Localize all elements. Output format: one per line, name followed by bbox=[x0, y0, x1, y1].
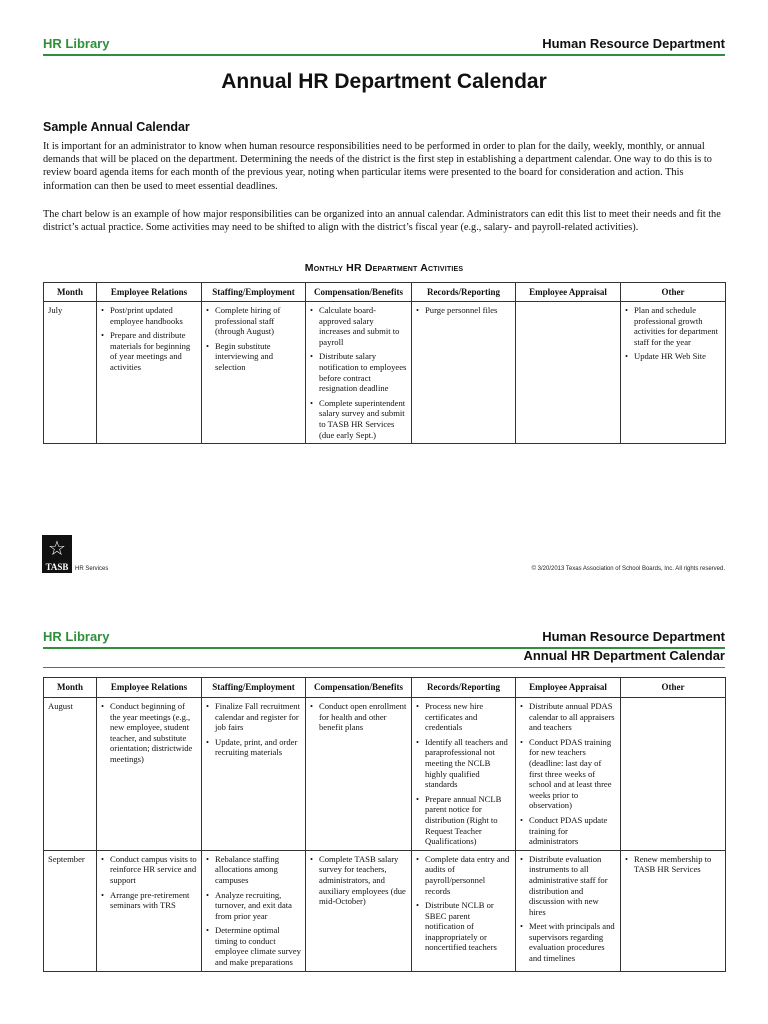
activity-cell bbox=[516, 850, 621, 971]
table-row bbox=[44, 850, 726, 971]
list-item: • Conduct open enrollment for health and other benefit plans bbox=[310, 701, 407, 733]
page2-subtitle: Annual HR Department Calendar bbox=[523, 648, 725, 663]
activity-cell bbox=[306, 698, 412, 851]
list-item: • Distribute salary notification to employees before contract resignation deadline bbox=[310, 351, 407, 393]
activity-cell bbox=[306, 850, 412, 971]
hr-library-label: HR Library bbox=[43, 629, 110, 644]
list-item: • Calculate board-approved salary increases and submit to payroll bbox=[310, 305, 407, 347]
activity-cell bbox=[202, 302, 306, 444]
column-header: Other bbox=[621, 283, 726, 302]
list-item: • Update HR Web Site bbox=[625, 351, 721, 362]
intro-paragraph: It is important for an administrator to know when human resource responsibilities need to be performed in order to plan for the daily, weekly, monthly, or annual demands that will be placed on the department. Determining the needs of the district is the first step in establishing a department calendar. One way to do this is to review board agenda items for each month of the previous year, noting when particular items were presented to the board for consideration and action. This information can then be used to meet essential deadlines. bbox=[43, 141, 712, 192]
activity-list bbox=[101, 854, 197, 911]
page-title: Annual HR Department Calendar bbox=[221, 70, 547, 93]
column-header: Month bbox=[44, 283, 97, 302]
chart-title: Monthly HR Department Activities bbox=[304, 262, 464, 274]
list-item: • Arrange pre-retirement seminars with TRS bbox=[101, 890, 197, 911]
list-item: • Conduct beginning of the year meetings (e.g., new employee, student teacher, and substitute orientation; districtwide meetings) bbox=[101, 701, 197, 765]
table-header-row bbox=[44, 283, 726, 302]
page1-header bbox=[43, 36, 725, 58]
copyright-notice: © 3/20/2013 Texas Association of School Boards, Inc. All rights reserved. bbox=[531, 566, 725, 572]
activity-cell bbox=[97, 698, 202, 851]
list-item: • Post/print updated employee handbooks bbox=[101, 305, 197, 326]
subtitle-rule bbox=[43, 667, 725, 668]
activity-cell bbox=[202, 698, 306, 851]
column-header: Employee Appraisal bbox=[516, 678, 621, 698]
list-item: • Renew membership to TASB HR Services bbox=[625, 854, 721, 875]
activity-list bbox=[625, 854, 721, 875]
activity-cell bbox=[621, 850, 726, 971]
list-item: • Identify all teachers and paraprofessional not meeting the NCLB highly qualified standards bbox=[416, 737, 511, 790]
activity-list bbox=[206, 854, 301, 968]
department-label: Human Resource Department bbox=[542, 36, 725, 51]
activity-list bbox=[310, 305, 407, 440]
activity-list bbox=[520, 854, 616, 964]
list-item: • Distribute evaluation instruments to all administrative staff for distribution and discussion with new hires bbox=[520, 854, 616, 918]
list-item: • Begin substitute interviewing and selection bbox=[206, 341, 301, 373]
column-header: Employee Appraisal bbox=[516, 283, 621, 302]
activity-list bbox=[625, 305, 721, 362]
activity-list bbox=[416, 701, 511, 847]
footer-hr-services: HR Services bbox=[75, 566, 109, 572]
month-cell: July bbox=[44, 302, 97, 444]
list-item: • Conduct campus visits to reinforce HR service and support bbox=[101, 854, 197, 886]
column-header: Month bbox=[44, 678, 97, 698]
month-cell: September bbox=[44, 850, 97, 971]
column-header: Records/Reporting bbox=[412, 283, 516, 302]
column-header: Employee Relations bbox=[97, 283, 202, 302]
hr-library-label: HR Library bbox=[43, 36, 110, 51]
activity-cell bbox=[202, 850, 306, 971]
list-item: • Complete data entry and audits of payroll/personnel records bbox=[416, 854, 511, 896]
activity-list bbox=[206, 701, 301, 758]
list-item: • Distribute annual PDAS calendar to all appraisers and teachers bbox=[520, 701, 616, 733]
activity-list bbox=[416, 854, 511, 953]
column-header: Compensation/Benefits bbox=[306, 283, 412, 302]
list-item: • Analyze recruiting, turnover, and exit data from prior year bbox=[206, 890, 301, 922]
list-item: • Conduct PDAS training for new teachers (deadline: last day of first three weeks of school and at least three weeks prior to observation) bbox=[520, 737, 616, 811]
column-header: Staffing/Employment bbox=[202, 678, 306, 698]
activity-cell bbox=[621, 698, 726, 851]
activity-cell bbox=[412, 850, 516, 971]
activity-cell bbox=[516, 698, 621, 851]
activity-list bbox=[520, 701, 616, 847]
column-header: Other bbox=[621, 678, 726, 698]
list-item: • Finalize Fall recruitment calendar and register for job fairs bbox=[206, 701, 301, 733]
list-item: • Distribute NCLB or SBEC parent notification of inappropriately or noncertified teachers bbox=[416, 900, 511, 953]
list-item: • Process new hire certificates and credentials bbox=[416, 701, 511, 733]
section-heading: Sample Annual Calendar bbox=[43, 120, 190, 134]
activity-cell bbox=[412, 698, 516, 851]
activity-cell bbox=[306, 302, 412, 444]
activity-cell bbox=[516, 302, 621, 444]
column-header: Employee Relations bbox=[97, 678, 202, 698]
activity-list bbox=[101, 701, 197, 765]
list-item: • Determine optimal timing to conduct employee climate survey and make preparations bbox=[206, 925, 301, 967]
calendar-table-page2 bbox=[43, 677, 726, 972]
list-item: • Purge personnel files bbox=[416, 305, 511, 316]
tasb-logo bbox=[42, 535, 72, 573]
list-item: • Complete hiring of professional staff (through August) bbox=[206, 305, 301, 337]
list-item: • Update, print, and order recruiting materials bbox=[206, 737, 301, 758]
header-rule bbox=[43, 54, 725, 56]
list-item: • Complete superintendent salary survey and submit to TASB HR Services (due early Sept.) bbox=[310, 398, 407, 440]
department-label: Human Resource Department bbox=[542, 629, 725, 644]
activity-list bbox=[206, 305, 301, 373]
list-item: • Plan and schedule professional growth activities for department staff for the year bbox=[625, 305, 721, 347]
column-header: Records/Reporting bbox=[412, 678, 516, 698]
activity-list bbox=[310, 854, 407, 907]
chart-explanation-paragraph: The chart below is an example of how major responsibilities can be organized into an annual calendar. Administrators can edit this list to meet their needs and fit the district’s actual practice. Some activities may need to be shifted to align with the district’s fiscal year (e.g., salary- and payroll-related activities). bbox=[43, 209, 721, 234]
tasb-logo-text: TASB bbox=[42, 561, 72, 573]
star-icon: ☆ bbox=[48, 536, 66, 560]
activity-cell bbox=[97, 302, 202, 444]
list-item: • Rebalance staffing allocations among campuses bbox=[206, 854, 301, 886]
table-header-row bbox=[44, 678, 726, 698]
list-item: • Prepare and distribute materials for beginning of year meetings and activities bbox=[101, 330, 197, 372]
activity-cell bbox=[412, 302, 516, 444]
activity-cell bbox=[97, 850, 202, 971]
list-item: • Complete TASB salary survey for teachers, administrators, and auxiliary employees (due mid-October) bbox=[310, 854, 407, 907]
month-cell: August bbox=[44, 698, 97, 851]
activity-list bbox=[101, 305, 197, 373]
list-item: • Meet with principals and supervisors regarding evaluation procedures and timelines bbox=[520, 921, 616, 963]
column-header: Compensation/Benefits bbox=[306, 678, 412, 698]
list-item: • Conduct PDAS update training for administrators bbox=[520, 815, 616, 847]
activity-list bbox=[416, 305, 511, 316]
column-header: Staffing/Employment bbox=[202, 283, 306, 302]
list-item: • Prepare annual NCLB parent notice for distribution (Right to Request Teacher Qualifications) bbox=[416, 794, 511, 847]
calendar-table-page1 bbox=[43, 282, 726, 444]
activity-list bbox=[310, 701, 407, 733]
table-row bbox=[44, 302, 726, 444]
activity-cell bbox=[621, 302, 726, 444]
table-row bbox=[44, 698, 726, 851]
